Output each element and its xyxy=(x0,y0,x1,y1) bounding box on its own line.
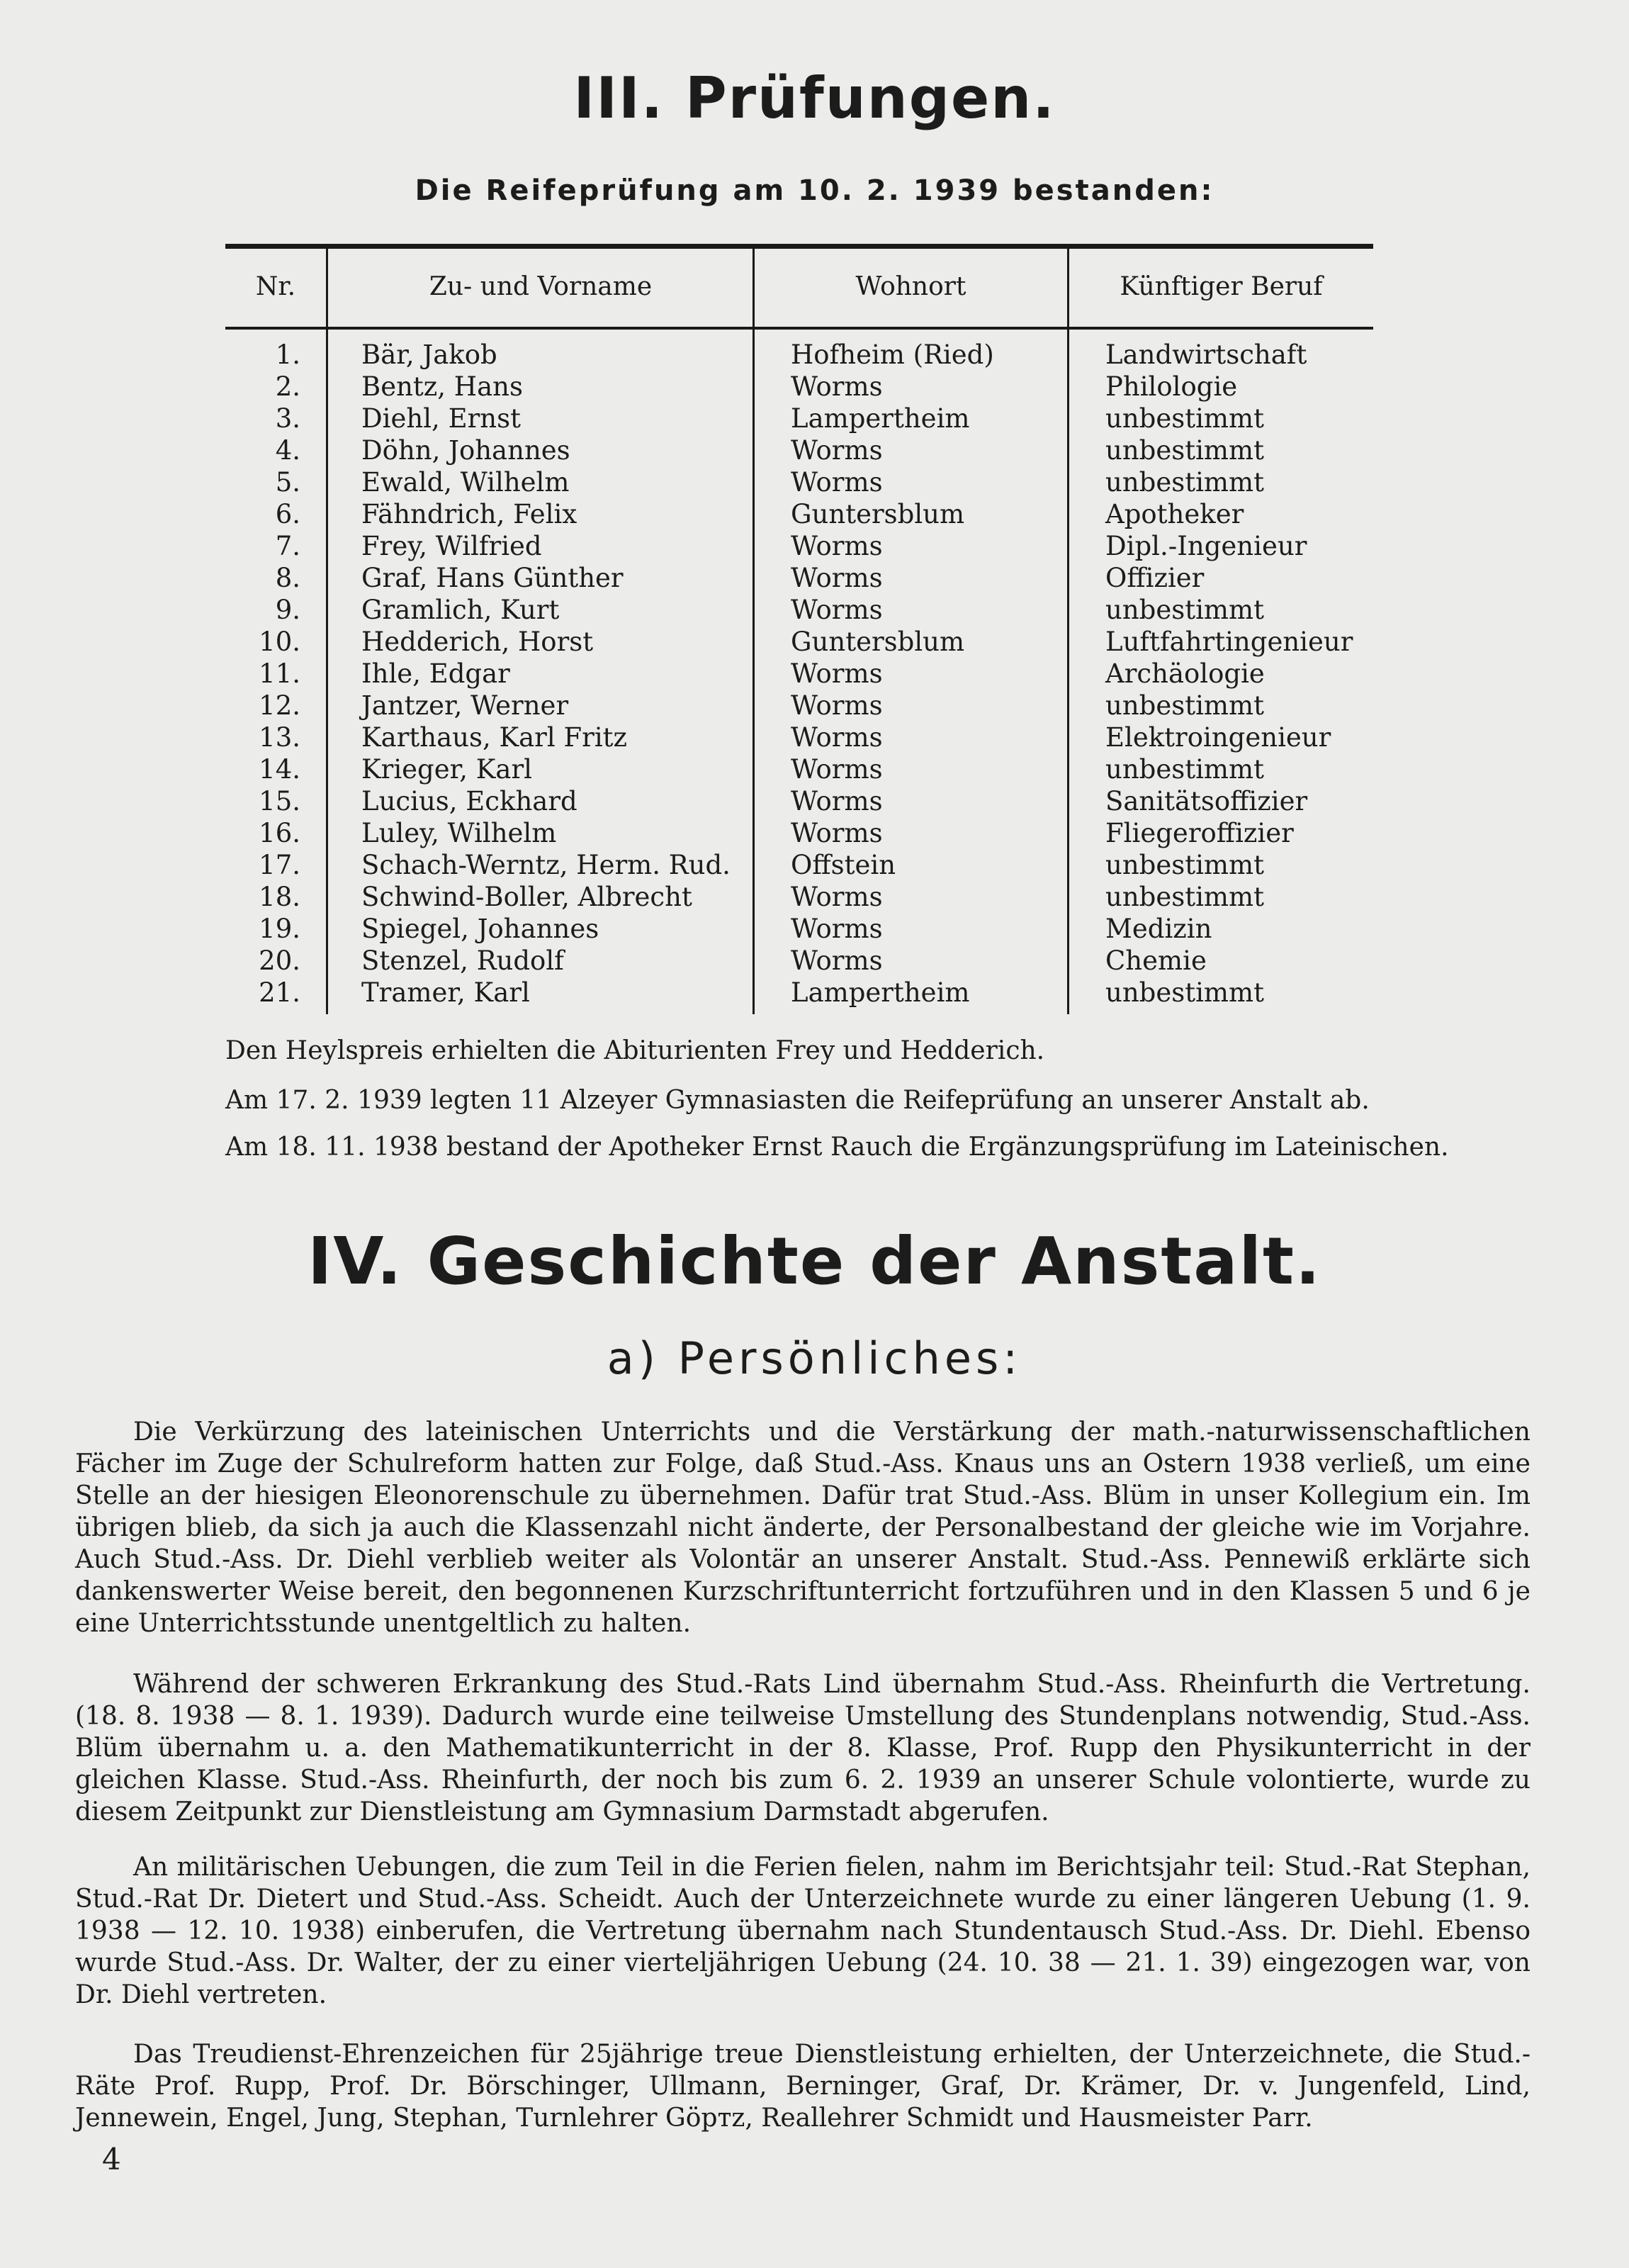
row-beruf: Fliegeroffizier xyxy=(1105,818,1294,848)
row-beruf: unbestimmt xyxy=(1105,690,1264,721)
paragraph: Während der schweren Erkrankung des Stud.-Rats Lind übernahm Stud.-Ass. Rheinfurth die Vertretung. (18. 8. 1938 — 8. 1. 1939). Dadurch wurde eine teilweise Umstellung des Stundenplans notwendig, Stud.-Ass. Blüm übernahm u. a. den Mathematikunterricht in der 8. Klasse, Prof. Rupp den Physikunterricht in der gleichen Klasse. Stud.-Ass. Rheinfurth, der noch bis zum 6. 2. 1939 an unserer Schule volontierte, wurde zu diesem Zeitpunkt zur Dienstleistung am Gymnasium Darmstadt abgerufen. xyxy=(75,1670,1531,1826)
paragraph: Das Treudienst-Ehrenzeichen für 25jährige treue Dienstleistung erhielten, der Unterzeichnete, die Stud.-Räte Prof. Rupp, Prof. Dr. Börschinger, Ullmann, Berninger, Graf, Dr. Krämer, Dr. v. Jungenfeld, Lind, Jennewein, Engel, Jung, Stephan, Turnlehrer Göртz, Reallehrer Schmidt und Hausmeister Parr. xyxy=(75,2040,1531,2133)
row-number: 7. xyxy=(275,531,300,561)
row-name: Ewald, Wilhelm xyxy=(361,467,570,498)
row-beruf: Offizier xyxy=(1105,563,1205,593)
row-wohnort: Guntersblum xyxy=(791,627,965,657)
paragraph: An militärischen Uebungen, die zum Teil in die Ferien fielen, nahm im Berichtsjahr teil: Stud.-Rat Stephan, Stud.-Rat Dr. Dietert und Stud.-Ass. Scheidt. Auch der Unterzeichnete wurde zu einer längeren Uebung (1. 9. 1938 — 12. 10. 1938) einberufen, die Vertretung übernahm nach Stundentausch Stud.-Ass. Dr. Diehl. Ebenso wurde Stud.-Ass. Dr. Walter, der zu einer vierteljährigen Uebung (24. 10. 38 — 21. 1. 39) eingezogen war, von Dr. Diehl vertreten. xyxy=(75,1853,1531,2009)
table-row xyxy=(225,913,1373,945)
table-row xyxy=(225,339,1373,371)
row-wohnort: Worms xyxy=(791,658,883,689)
row-name: Schach-Werntz, Herm. Rud. xyxy=(361,850,731,880)
table-row xyxy=(225,403,1373,434)
row-number: 19. xyxy=(259,914,300,944)
row-beruf: Medizin xyxy=(1105,914,1212,944)
row-number: 10. xyxy=(259,627,300,657)
table-row xyxy=(225,849,1373,881)
row-number: 12. xyxy=(259,690,300,721)
header-beruf: Künftiger Beruf xyxy=(1120,272,1323,301)
row-wohnort: Worms xyxy=(791,563,883,593)
row-name: Diehl, Ernst xyxy=(361,403,521,434)
row-number: 9. xyxy=(275,595,300,625)
section-3-title: III. Prüfungen. xyxy=(573,65,1056,131)
table-header-rule xyxy=(225,327,1373,330)
row-name: Döhn, Johannes xyxy=(361,435,570,466)
row-wohnort: Worms xyxy=(791,945,883,976)
table-row xyxy=(225,530,1373,562)
row-number: 17. xyxy=(259,850,300,880)
header-name: Zu- und Vorname xyxy=(429,272,653,301)
row-wohnort: Offstein xyxy=(791,850,896,880)
table-row xyxy=(225,785,1373,817)
table-row xyxy=(225,753,1373,785)
section-4-subtitle: a) Persönliches: xyxy=(607,1332,1022,1384)
row-wohnort: Worms xyxy=(791,754,883,785)
row-wohnort: Worms xyxy=(791,531,883,561)
row-name: Bär, Jakob xyxy=(361,339,497,370)
page-number: 4 xyxy=(102,2142,121,2177)
table-top-rule xyxy=(225,244,1373,249)
paragraph: Die Verkürzung des lateinischen Unterrichts und die Verstärkung der math.-naturwissenschaftlichen Fächer im Zuge der Schulreform hatten zur Folge, daß Stud.-Ass. Knaus uns an Ostern 1938 verließ, um eine Stelle an der hiesigen Eleonorenschule zu übernehmen. Dafür trat Stud.-Ass. Blüm in unser Kollegium ein. Im übrigen blieb, da sich ja auch die Klassenzahl nicht änderte, der Personalbestand der gleiche wie im Vorjahre. Auch Stud.-Ass. Dr. Diehl verblieb weiter als Volontär an unserer Anstalt. Stud.-Ass. Pennewiß erklärte sich dankenswerter Weise bereit, den begonnenen Kurzschriftunterricht fortzuführen und in den Klassen 5 und 6 je eine Unterrichtsstunde unentgeltlich zu halten. xyxy=(75,1418,1531,1638)
row-wohnort: Worms xyxy=(791,435,883,466)
row-name: Schwind-Boller, Albrecht xyxy=(361,882,692,912)
table-row xyxy=(225,434,1373,466)
row-beruf: Archäologie xyxy=(1105,658,1265,689)
row-beruf: Apotheker xyxy=(1105,499,1244,529)
row-name: Bentz, Hans xyxy=(361,371,523,402)
note-alzey: Am 17. 2. 1939 legten 11 Alzeyer Gymnasiasten die Reifeprüfung an unserer Anstalt ab. xyxy=(225,1086,1370,1115)
header-wohnort: Wohnort xyxy=(855,272,966,301)
row-wohnort: Lampertheim xyxy=(791,977,970,1008)
row-wohnort: Worms xyxy=(791,882,883,912)
row-beruf: Philologie xyxy=(1105,371,1238,402)
row-name: Hedderich, Horst xyxy=(361,627,594,657)
row-name: Stenzel, Rudolf xyxy=(361,945,564,976)
row-number: 8. xyxy=(275,563,300,593)
table-row xyxy=(225,817,1373,849)
row-number: 15. xyxy=(259,786,300,816)
graduates-table xyxy=(225,244,1373,1018)
row-name: Graf, Hans Günther xyxy=(361,563,624,593)
row-wohnort: Worms xyxy=(791,786,883,816)
table-row xyxy=(225,562,1373,594)
table-row xyxy=(225,722,1373,753)
row-number: 6. xyxy=(275,499,300,529)
table-row xyxy=(225,594,1373,626)
row-name: Frey, Wilfried xyxy=(361,531,542,561)
table-row xyxy=(225,658,1373,690)
row-name: Krieger, Karl xyxy=(361,754,533,785)
table-row xyxy=(225,498,1373,530)
row-wohnort: Lampertheim xyxy=(791,403,970,434)
row-number: 18. xyxy=(259,882,300,912)
section-3-subtitle: Die Reifeprüfung am 10. 2. 1939 bestanden: xyxy=(415,174,1214,207)
row-number: 4. xyxy=(275,435,300,466)
row-number: 16. xyxy=(259,818,300,848)
table-row xyxy=(225,881,1373,913)
row-number: 20. xyxy=(259,945,300,976)
header-nr: Nr. xyxy=(255,272,296,301)
row-beruf: unbestimmt xyxy=(1105,595,1264,625)
row-number: 14. xyxy=(259,754,300,785)
table-row xyxy=(225,371,1373,403)
row-name: Gramlich, Kurt xyxy=(361,595,560,625)
row-number: 1. xyxy=(275,339,300,370)
row-wohnort: Worms xyxy=(791,690,883,721)
row-beruf: Chemie xyxy=(1105,945,1207,976)
row-name: Spiegel, Johannes xyxy=(361,914,599,944)
row-beruf: unbestimmt xyxy=(1105,467,1264,498)
row-beruf: unbestimmt xyxy=(1105,403,1264,434)
note-supplementary-exam: Am 18. 11. 1938 bestand der Apotheker Ernst Rauch die Ergänzungsprüfung im Lateinischen. xyxy=(225,1133,1449,1162)
row-beruf: unbestimmt xyxy=(1105,850,1264,880)
row-number: 3. xyxy=(275,403,300,434)
row-beruf: Dipl.-Ingenieur xyxy=(1105,531,1307,561)
table-row xyxy=(225,945,1373,977)
table-row xyxy=(225,626,1373,658)
row-name: Karthaus, Karl Fritz xyxy=(361,722,628,753)
row-beruf: Landwirtschaft xyxy=(1105,339,1307,370)
row-wohnort: Worms xyxy=(791,595,883,625)
row-wohnort: Worms xyxy=(791,371,883,402)
row-wohnort: Worms xyxy=(791,914,883,944)
row-beruf: unbestimmt xyxy=(1105,754,1264,785)
row-beruf: unbestimmt xyxy=(1105,977,1264,1008)
row-beruf: Elektroingenieur xyxy=(1105,722,1331,753)
section-4-title: IV. Geschichte der Anstalt. xyxy=(308,1223,1321,1299)
row-beruf: Luftfahrtingenieur xyxy=(1105,627,1353,657)
row-number: 13. xyxy=(259,722,300,753)
row-number: 2. xyxy=(275,371,300,402)
table-row xyxy=(225,466,1373,498)
row-name: Fähndrich, Felix xyxy=(361,499,577,529)
row-wohnort: Worms xyxy=(791,467,883,498)
row-name: Jantzer, Werner xyxy=(361,690,569,721)
note-prize: Den Heylspreis erhielten die Abiturienten Frey und Hedderich. xyxy=(225,1036,1045,1065)
row-name: Tramer, Karl xyxy=(361,977,530,1008)
row-number: 21. xyxy=(259,977,300,1008)
row-name: Lucius, Eckhard xyxy=(361,786,577,816)
row-beruf: unbestimmt xyxy=(1105,882,1264,912)
row-wohnort: Worms xyxy=(791,722,883,753)
row-number: 11. xyxy=(259,658,300,689)
row-beruf: unbestimmt xyxy=(1105,435,1264,466)
table-row xyxy=(225,690,1373,722)
row-beruf: Sanitätsoffizier xyxy=(1105,786,1308,816)
table-row xyxy=(225,977,1373,1009)
row-name: Ihle, Edgar xyxy=(361,658,510,689)
row-number: 5. xyxy=(275,467,300,498)
row-wohnort: Worms xyxy=(791,818,883,848)
row-wohnort: Guntersblum xyxy=(791,499,965,529)
row-name: Luley, Wilhelm xyxy=(361,818,557,848)
row-wohnort: Hofheim (Ried) xyxy=(791,339,994,370)
